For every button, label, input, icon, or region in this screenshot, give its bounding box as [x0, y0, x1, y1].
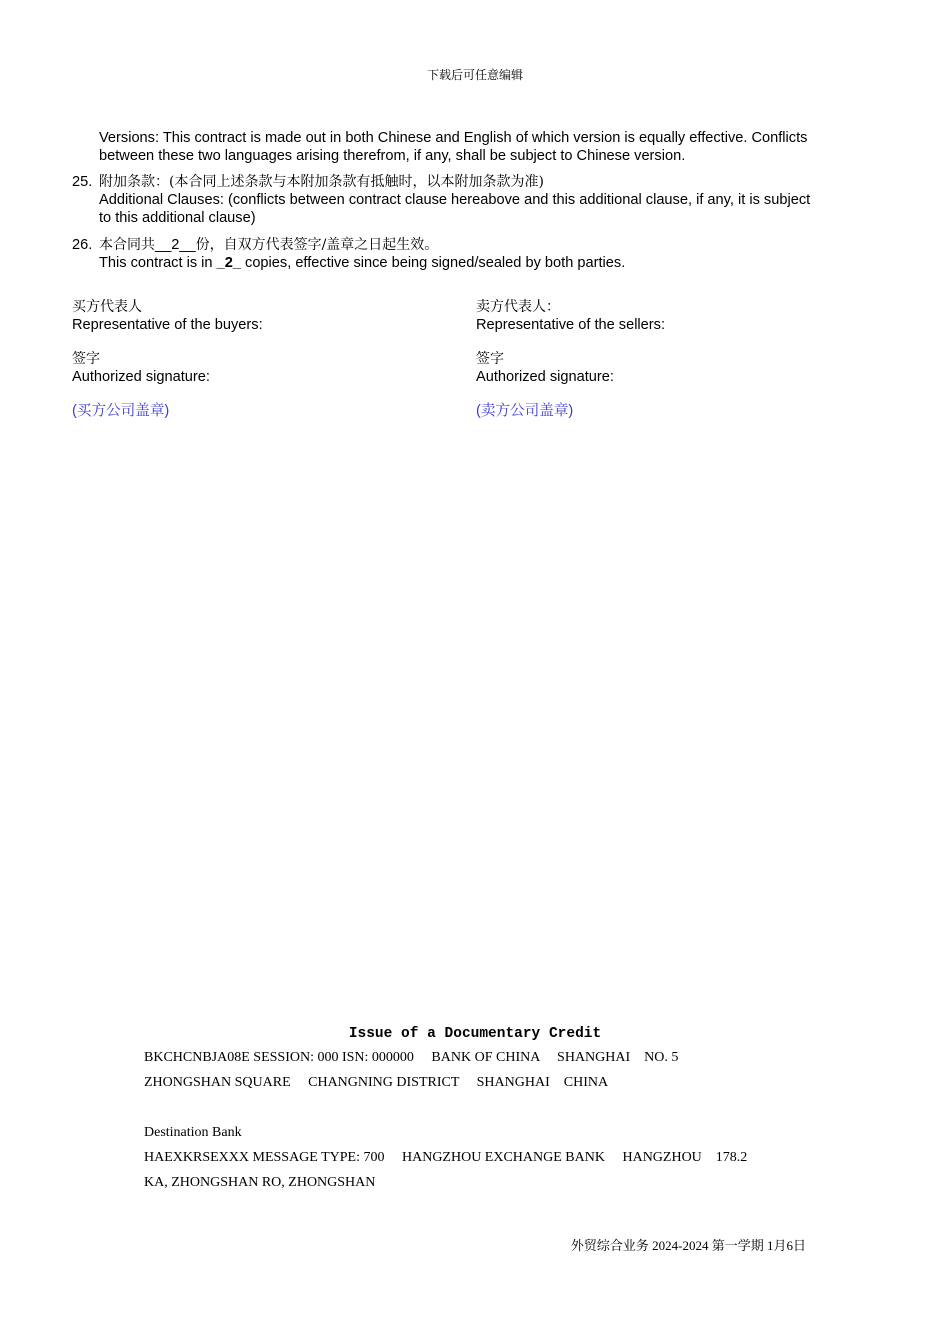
clause-26-english-copies: _2_: [216, 255, 241, 271]
buyer-sig-en: Authorized signature:: [72, 369, 210, 385]
clause-26: [72, 236, 625, 272]
clause-26-number: 26.: [72, 237, 93, 253]
versions-clause: [99, 129, 807, 165]
seller-sig-cn: 签字: [476, 351, 504, 367]
clause-25-number: 25.: [72, 174, 93, 190]
footer-note: 外贸综合业务 2024-2024 第一学期 1月6日: [570, 1238, 806, 1253]
seller-signature-block: [476, 298, 665, 420]
clause-26-chinese-before: 本合同共: [99, 237, 155, 253]
versions-line-1: Versions: This contract is made out in both Chinese and English of which version is equally effective. Conflicts: [99, 130, 808, 146]
clause-25-chinese: 附加条款：(本合同上述条款与本附加条款有抵触时，以本附加条款为准): [99, 174, 544, 190]
clause-26-chinese-after: 份，自双方代表签字/盖章之日起生效。: [195, 237, 439, 253]
buyer-seal: (买方公司盖章): [72, 403, 170, 419]
credit-line-2: ZHONGSHAN SQUARE CHANGNING DISTRICT SHANGHAI CHINA: [144, 1075, 609, 1090]
header-note: 下载后可任意编辑: [426, 68, 523, 82]
buyer-sig-cn: 签字: [72, 351, 100, 367]
clause-25-english-1: Additional Clauses: (conflicts between contract clause hereabove and this additional clause, if any, it is subject: [99, 192, 811, 208]
buyer-rep-en: Representative of the buyers:: [72, 317, 263, 333]
seller-seal: (卖方公司盖章): [476, 403, 574, 419]
credit-line-1: BKCHCNBJA08E SESSION: 000 ISN: 000000 BANK OF CHINA SHANGHAI NO. 5: [144, 1050, 679, 1065]
clause-26-english-before: This contract is in: [99, 255, 217, 271]
versions-line-2: between these two languages arising therefrom, if any, shall be subject to Chinese version.: [99, 148, 686, 164]
clause-25: [72, 173, 810, 227]
clause-25-english-2: to this additional clause): [99, 210, 256, 226]
credit-title: Issue of a Documentary Credit: [348, 1026, 602, 1042]
buyer-rep-cn: 买方代表人: [72, 299, 142, 315]
seller-rep-en: Representative of the sellers:: [476, 317, 666, 333]
credit-line-5: KA, ZHONGSHAN RO, ZHONGSHAN: [144, 1175, 376, 1190]
buyer-signature-block: [72, 298, 263, 420]
clause-26-chinese-copies: __2__: [155, 237, 196, 253]
clause-26-english-after: copies, effective since being signed/sealed by both parties.: [240, 255, 626, 271]
credit-line-4: HAEXKRSEXXX MESSAGE TYPE: 700 HANGZHOU EXCHANGE BANK HANGZHOU 178.2: [144, 1150, 748, 1165]
seller-rep-cn: 卖方代表人：: [476, 299, 560, 315]
credit-line-3: Destination Bank: [144, 1125, 242, 1140]
seller-sig-en: Authorized signature:: [476, 369, 614, 385]
